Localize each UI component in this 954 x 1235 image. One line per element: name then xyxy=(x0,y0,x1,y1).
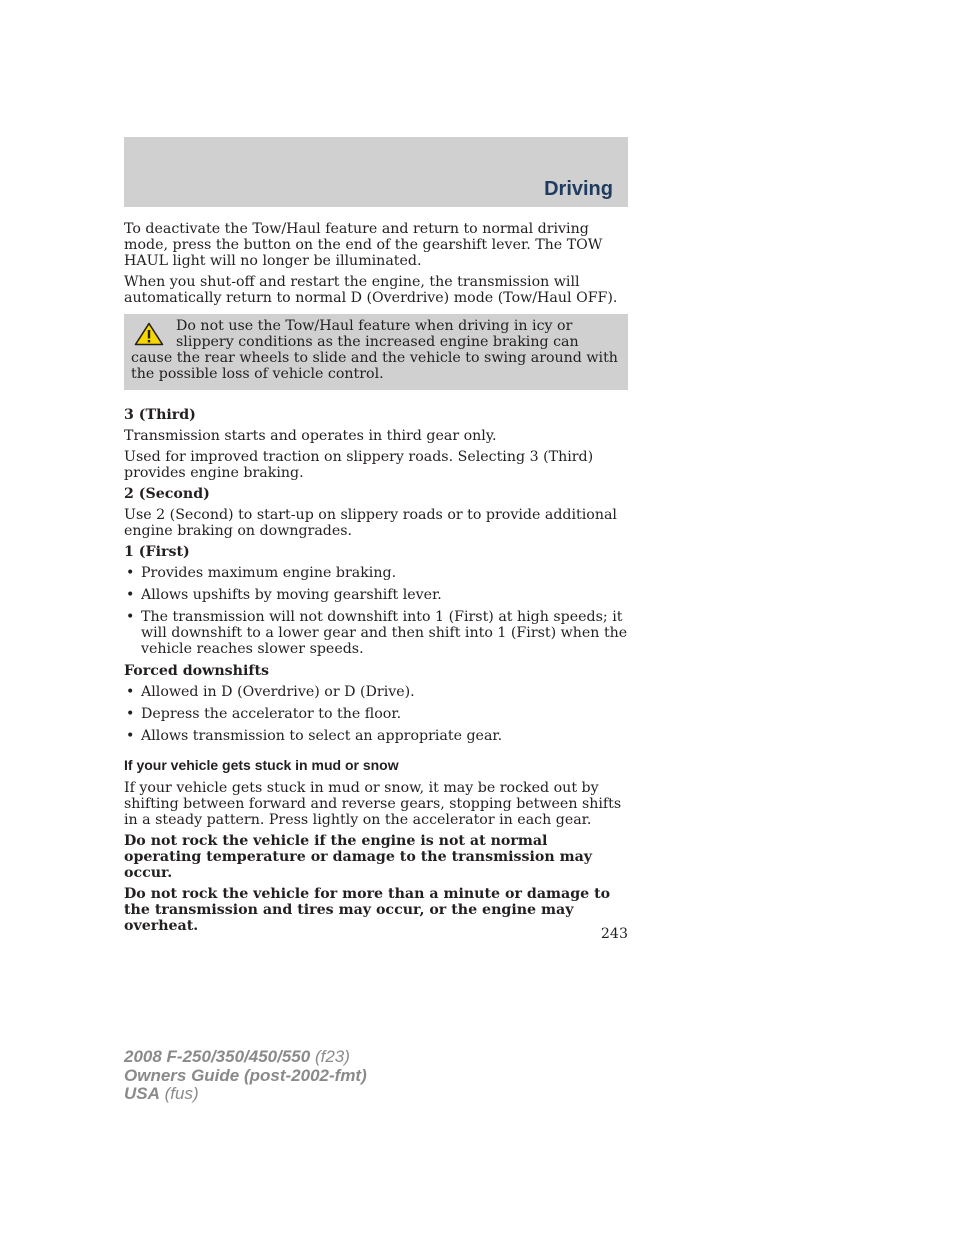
warning-box xyxy=(124,314,628,390)
first-bullet-list xyxy=(124,565,628,657)
list-item: • Allows upshifts by moving gearshift lever. xyxy=(126,587,442,603)
heading-stuck: If your vehicle gets stuck in mud or snow xyxy=(124,757,399,773)
intro-paragraph-2: When you shut-off and restart the engine, the transmission will automatically return to normal D (Overdrive) mode (Tow/Haul OFF). xyxy=(124,274,618,306)
third-paragraph-2: Used for improved traction on slippery roads. Selecting 3 (Third) provides engine braking. xyxy=(124,449,594,481)
forced-bullet-list xyxy=(124,684,628,744)
stuck-paragraph: If your vehicle gets stuck in mud or snow, it may be rocked out by shifting between forward and reverse gears, stopping between shifts in a steady pattern. Press lightly on the accelerator in each gear. xyxy=(124,780,622,828)
footer-line-1: 2008 F-250/350/450/550 (f23) xyxy=(124,1047,350,1066)
warning-text: Do not use the Tow/Haul feature when driving in icy or slippery conditions as the increased engine braking can cause the rear wheels to slide and the vehicle to swing around with the possible loss of vehicle control. xyxy=(131,318,618,382)
second-paragraph: Use 2 (Second) to start-up on slippery roads or to provide additional engine braking on downgrades. xyxy=(124,507,617,539)
list-item: • Allowed in D (Overdrive) or D (Drive). xyxy=(126,684,415,700)
intro-paragraph-1: To deactivate the Tow/Haul feature and return to normal driving mode, press the button on the end of the gearshift lever. The TOW HAUL light will no longer be illuminated. xyxy=(124,221,603,269)
list-item: • Depress the accelerator to the floor. xyxy=(126,706,402,722)
page-number: 243 xyxy=(600,926,628,942)
document-footer xyxy=(124,1048,367,1104)
heading-third: 3 (Third) xyxy=(124,407,196,423)
section-title: Driving xyxy=(544,178,613,200)
heading-first: 1 (First) xyxy=(124,544,190,560)
footer-line-2: Owners Guide (post-2002-fmt) xyxy=(124,1065,367,1085)
list-item: • Allows transmission to select an appropriate gear. xyxy=(126,728,503,744)
heading-forced-downshifts: Forced downshifts xyxy=(124,663,270,679)
list-item: • Provides maximum engine braking. xyxy=(126,565,397,581)
section-header xyxy=(124,137,628,207)
stuck-warning-1: Do not rock the vehicle if the engine is not at normal operating temperature or damage to the transmission may occur. xyxy=(124,833,593,881)
heading-second: 2 (Second) xyxy=(124,486,210,502)
list-item: • The transmission will not downshift into 1 (First) at high speeds; it will downshift to a lower gear and then shift into 1 (First) when the vehicle reaches slower speeds. xyxy=(126,609,628,657)
third-paragraph-1: Transmission starts and operates in third gear only. xyxy=(124,428,497,444)
stuck-warning-2: Do not rock the vehicle for more than a minute or damage to the transmission and tires may occur, or the engine may overheat. xyxy=(124,886,611,934)
warning-triangle-icon xyxy=(134,322,164,346)
page-content xyxy=(124,221,628,939)
footer-line-3: USA (fus) xyxy=(124,1084,199,1103)
